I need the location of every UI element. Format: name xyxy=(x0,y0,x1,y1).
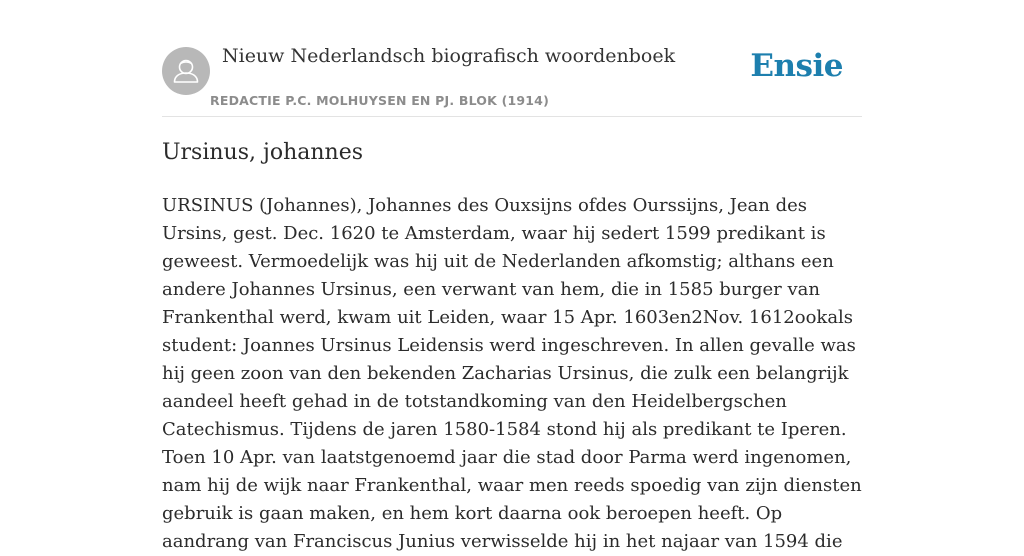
source-title[interactable]: Nieuw Nederlandsch biografisch woordenboek xyxy=(222,45,676,67)
brand-logo[interactable]: Ensie xyxy=(750,48,843,84)
article-body: URSINUS (Johannes), Johannes des Ouxsijns ofdes Ourssijns, Jean des Ursins, gest. Dec. 1620 te Amsterdam, waar hij sedert 1599 predikant is geweest. Vermoedelijk was hij uit de Nederlanden afkomstig; althans een andere Johannes Ursinus, een verwant van hem, die in 1585 burger van Frankenthal werd, kwam uit Leiden, waar 15 Apr. 1603en2Nov. 1612ookals student: Joannes Ursinus Leidensis werd ingeschreven. In allen gevalle was hij geen zoon van den bekenden Zacharias Ursinus, die zulk een belangrijk aandeel heeft gehad in de totstandkoming van den Heidelbergschen Catechismus. Tijdens de jaren 1580-1584 stond hij als predikant te Iperen. Toen 10 Apr. van laatstgenoemd jaar die stad door Parma werd ingenomen, nam hij de wijk naar Frankenthal, waar men reeds spoedig van zijn diensten gebruik is gaan maken, en hem kort daarna ook beroepen heeft. Op aandrang van Franciscus Junius verwisselde hij in het najaar van 1594 die xyxy=(162,195,862,552)
user-icon xyxy=(162,47,210,95)
article-title: Ursinus, johannes xyxy=(162,140,363,165)
avatar[interactable] xyxy=(162,47,210,95)
source-subtitle: REDACTIE P.C. MOLHUYSEN EN PJ. BLOK (1914) xyxy=(210,93,549,108)
source-header xyxy=(162,0,862,117)
page xyxy=(162,0,862,552)
